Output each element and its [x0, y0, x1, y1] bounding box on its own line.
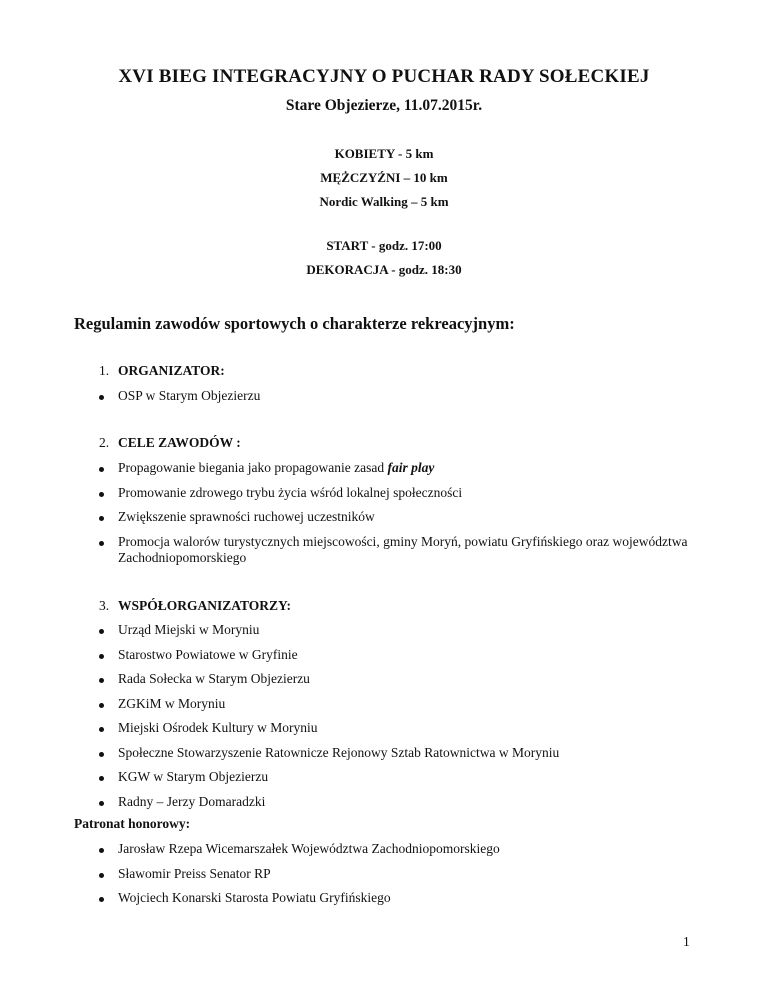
bullet-icon — [99, 703, 104, 708]
section-number: 1. — [99, 363, 110, 378]
section-title: WSPÓŁORGANIZATORZY: — [118, 598, 292, 613]
fair-play-emphasis: fair play — [387, 460, 435, 475]
bullet-icon — [99, 873, 104, 878]
bullet-icon — [99, 629, 104, 634]
bullet-icon — [99, 467, 104, 472]
section-number: 2. — [99, 435, 110, 450]
category-men: MĘŻCZYŹNI – 10 km — [320, 170, 448, 185]
bullet-icon — [99, 395, 104, 400]
bullet-icon — [99, 678, 104, 683]
patronage-heading: Patronat honorowy: — [74, 816, 191, 831]
list-item-text: Wojciech Konarski Starosta Powiatu Gryfińskiego — [118, 890, 391, 905]
bullet-icon — [99, 897, 104, 902]
bullet-icon — [99, 516, 104, 521]
list-item-text: Propagowanie biegania jako propagowanie zasad fair play — [118, 460, 435, 475]
category-nordic-walking: Nordic Walking – 5 km — [319, 194, 449, 209]
list-item-text: Promocja walorów turystycznych miejscowości, gminy Moryń, powiatu Gryfińskiego oraz województwa Zachodniopomorskiego — [118, 534, 688, 565]
ceremony-time: DEKORACJA - godz. 18:30 — [306, 262, 462, 277]
document-title: XVI BIEG INTEGRACYJNY O PUCHAR RADY SOŁECKIEJ — [118, 66, 650, 87]
bullet-icon — [99, 654, 104, 659]
list-item-text: OSP w Starym Objezierzu — [118, 388, 261, 403]
page-number: 1 — [683, 934, 690, 949]
category-women: KOBIETY - 5 km — [334, 146, 434, 161]
section-goals — [99, 435, 241, 451]
list-item-text: Radny – Jerzy Domaradzki — [118, 794, 266, 809]
bullet-icon — [99, 492, 104, 497]
list-item-text: Urząd Miejski w Moryniu — [118, 622, 260, 637]
section-title: CELE ZAWODÓW : — [118, 435, 241, 450]
list-item-text: Zwiększenie sprawności ruchowej uczestników — [118, 509, 375, 524]
bullet-icon — [99, 848, 104, 853]
list-item-text: Społeczne Stowarzyszenie Ratownicze Rejonowy Sztab Ratownictwa w Moryniu — [118, 745, 560, 760]
start-time: START - godz. 17:00 — [326, 238, 442, 253]
list-item-text: Sławomir Preiss Senator RP — [118, 866, 271, 881]
list-item-text: Jarosław Rzepa Wicemarszałek Województwa Zachodniopomorskiego — [118, 841, 500, 856]
bullet-icon — [99, 752, 104, 757]
list-item-text: Starostwo Powiatowe w Gryfinie — [118, 647, 298, 662]
list-item-text: Miejski Ośrodek Kultury w Moryniu — [118, 720, 318, 735]
regulations-heading: Regulamin zawodów sportowych o charakterze rekreacyjnym: — [74, 314, 515, 333]
bullet-icon — [99, 541, 104, 546]
section-number: 3. — [99, 598, 110, 613]
list-item-text: Rada Sołecka w Starym Objezierzu — [118, 671, 310, 686]
section-organizer — [99, 363, 225, 379]
bullet-icon — [99, 727, 104, 732]
list-item-text: ZGKiM w Moryniu — [118, 696, 226, 711]
section-coorganizers — [99, 598, 291, 614]
list-item-text: KGW w Starym Objezierzu — [118, 769, 269, 784]
bullet-icon — [99, 801, 104, 806]
section-title: ORGANIZATOR: — [118, 363, 225, 378]
event-place-date: Stare Objezierze, 11.07.2015r. — [285, 97, 483, 114]
bullet-icon — [99, 776, 104, 781]
list-item-text: Promowanie zdrowego trybu życia wśród lokalnej społeczności — [118, 485, 463, 500]
